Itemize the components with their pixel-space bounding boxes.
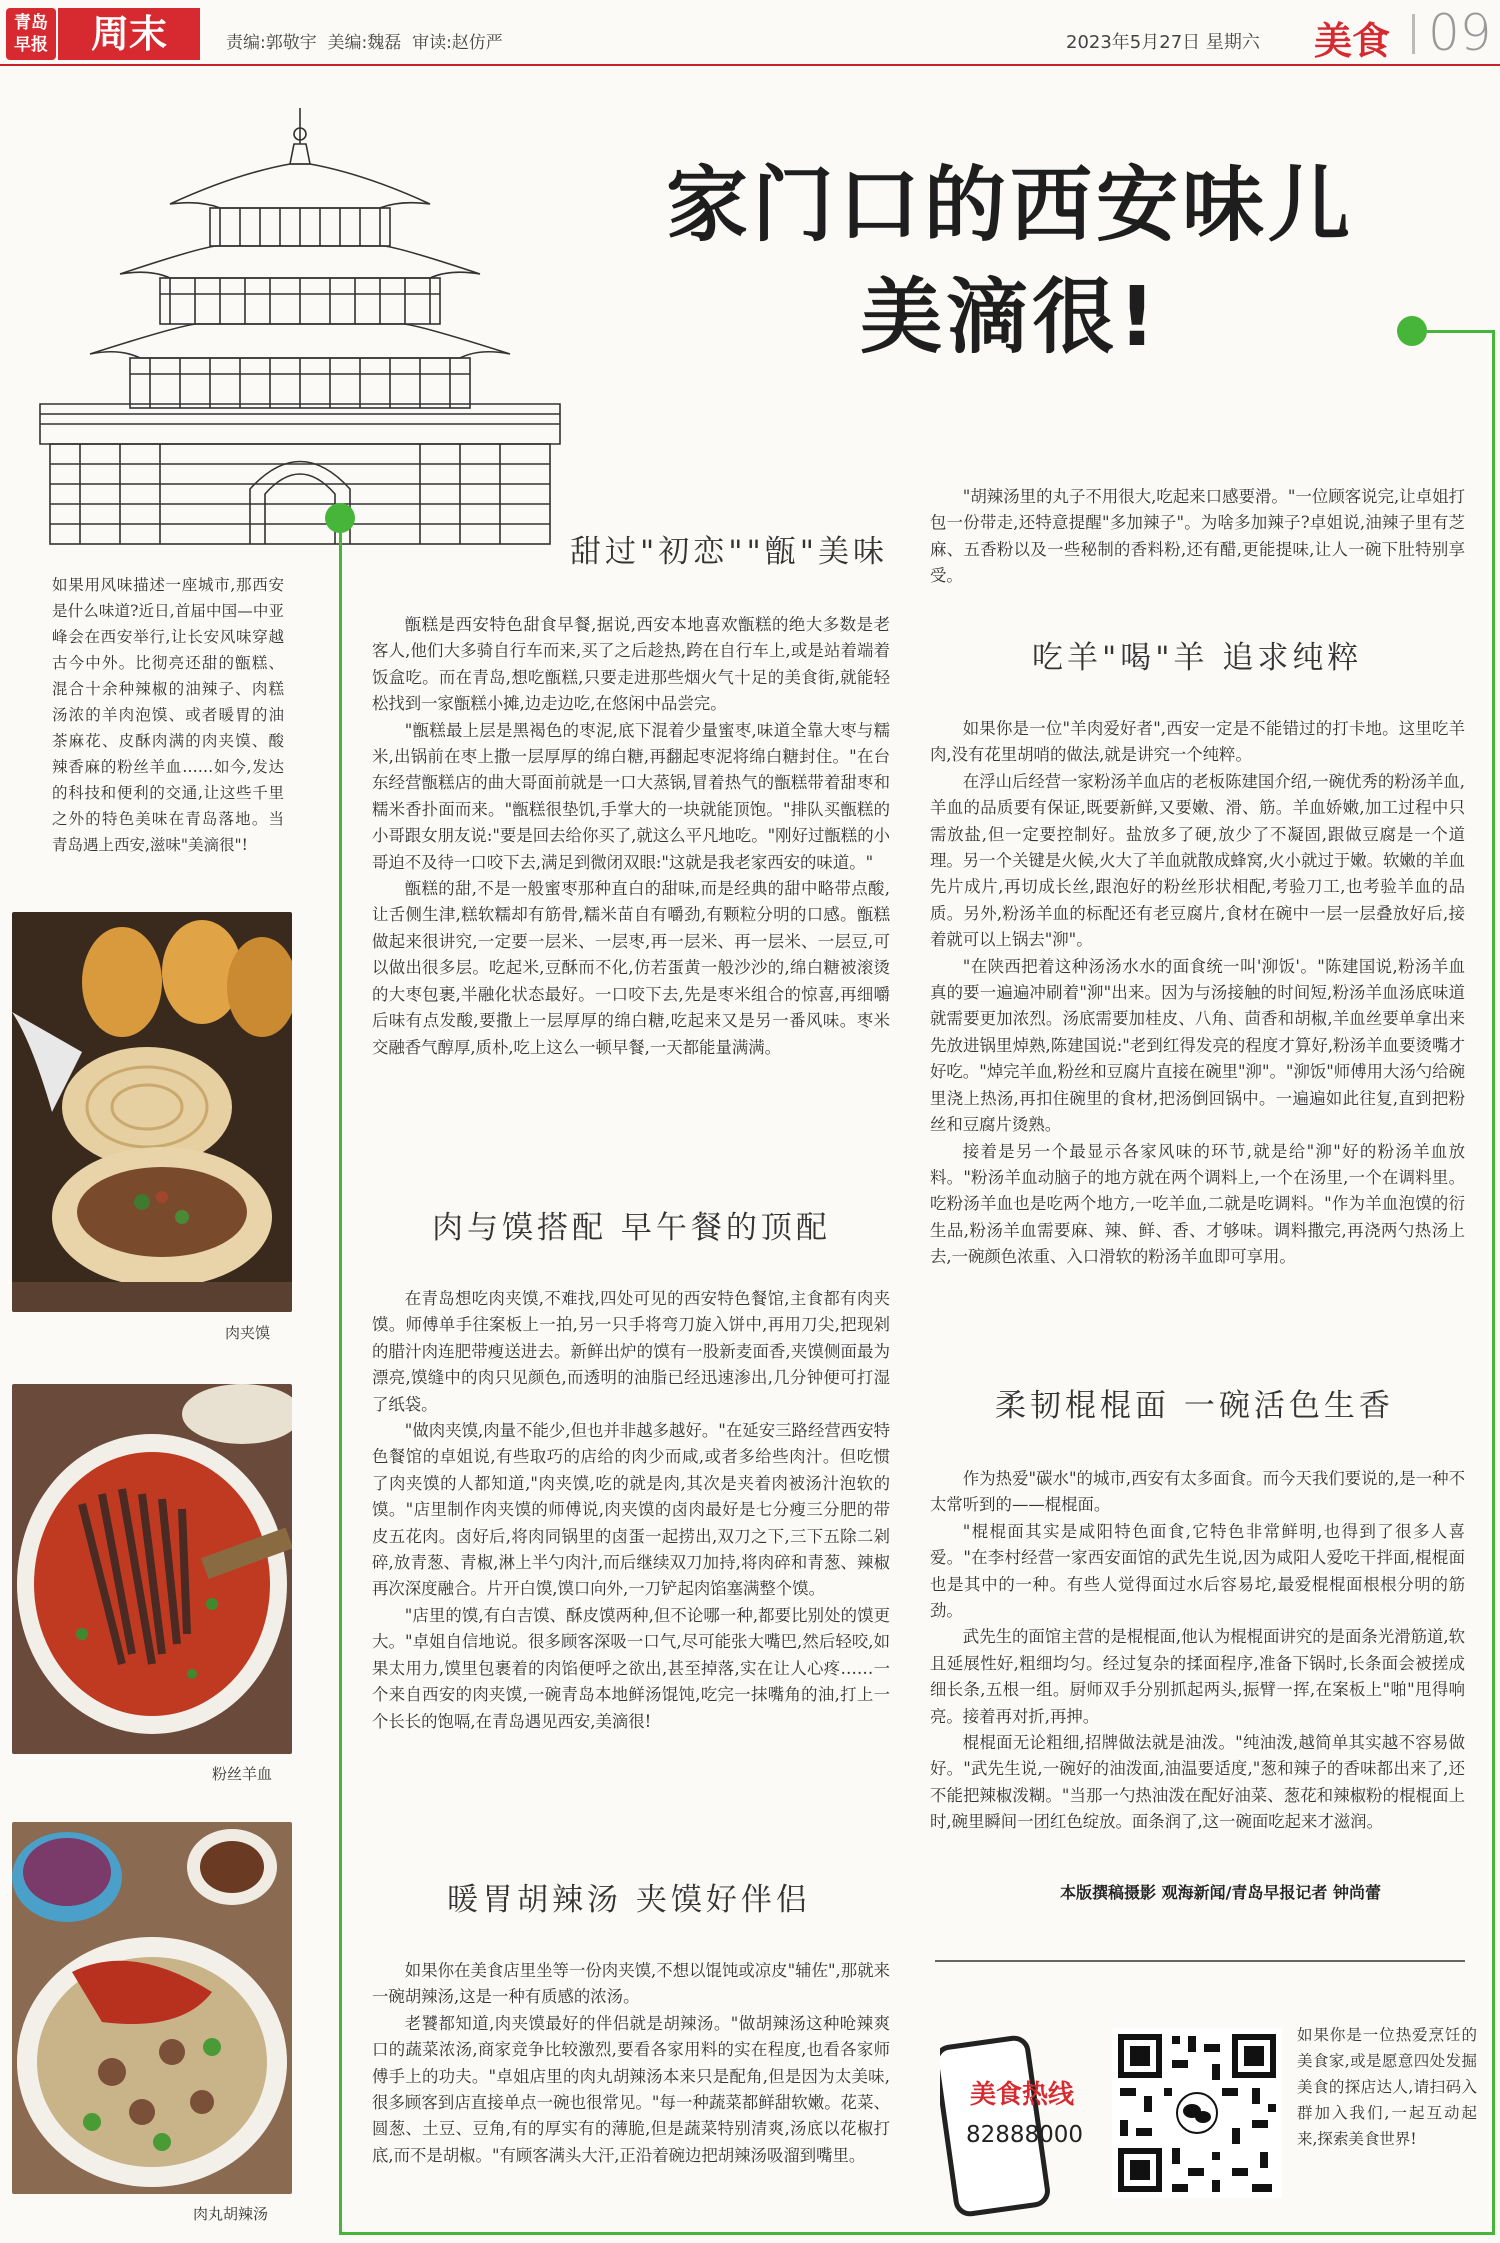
caption-roujiamo: 肉夹馍: [225, 1324, 271, 1342]
section-title-yangxue: 吃羊"喝"羊 追求纯粹: [1032, 640, 1363, 676]
green-line-bottom: [339, 2232, 1495, 2235]
paragraph: 如果你是一位"羊肉爱好者",西安一定是不能错过的打卡地。这里吃羊肉,没有花里胡哨的做法,就是讲究一个纯粹。: [930, 719, 1465, 765]
roujiamo-image: [12, 912, 292, 1312]
hotline-label: 美食热线: [970, 2080, 1075, 2110]
qr-code-graphic: [1112, 2028, 1282, 2198]
paragraph: "店里的馍,有白吉馍、酥皮馍两种,但不论哪一种,都要比别处的馍更大。"卓姐自信地说。很多顾客深吸一口气,尽可能张大嘴巴,然后轻咬,如果太用力,馍里包裹着的肉馅便呼之欲出,甚至掉落,实在让人心疼……一个来自西安的肉夹馍,一碗青岛本地鲜汤馄饨,吃完一抹嘴角的油,打上一个长长的饱嗝,在青岛遇见西安,美滴很!: [372, 1605, 890, 1731]
paragraph: "胡辣汤里的丸子不用很大,吃起来口感要滑。"一位顾客说完,让卓姐打包一份带走,还特意提醒"多加辣子"。为啥多加辣子?卓姐说,油辣子里有芝麻、五香粉以及一些秘制的香料粉,还有醋,更能提味,让人一碗下肚特别享受。: [930, 487, 1465, 586]
weekend-section-label: 周末: [58, 8, 200, 60]
green-line-left: [339, 533, 342, 2235]
paragraph: "做肉夹馍,肉量不能少,但也并非越多越好。"在延安三路经营西安特色餐馆的卓姐说,有些取巧的店给的肉少而咸,或者多给些肉汁。但吃惯了肉夹馍的人都知道,"肉夹馍,吃的就是肉,其次是夹着肉被汤汁泡软的馍。"店里制作肉夹馍的师傅说,肉夹馍的卤肉最好是七分瘦三分肥的带皮五花肉。卤好后,将肉同锅里的卤蛋一起捞出,双刀之下,三下五除二剁碎,放青葱、青椒,淋上半勺肉汁,而后继续双刀加持,将肉碎和青葱、辣椒再次深度融合。片开白馍,馍口向外,一刀铲起肉馅塞满整个馍。: [372, 1421, 890, 1599]
editor-credits: 责编:郭敬宇 美编:魏磊 审读:赵仿严: [226, 33, 503, 53]
article-column-middle-1: [372, 612, 890, 1061]
photo-roujiamo: [12, 912, 292, 1312]
photo-hulatang: [12, 1822, 292, 2194]
green-line-top: [1427, 330, 1495, 333]
caption-hulatang: 肉丸胡辣汤: [193, 2205, 269, 2223]
paragraph: "在陕西把着这种汤汤水水的面食统一叫'泖饭'。"陈建国说,粉汤羊血真的要一遍遍冲刷着"泖"出来。因为与汤接触的时间短,粉汤羊血汤底味道就需要更加浓烈。汤底需要加桂皮、八角、茴香和胡椒,羊血丝要单拿出来先放进锅里焯熟,陈建国说:"老到红得发亮的程度才算好,粉汤羊血要烫嘴才好吃。"焯完羊血,粉丝和豆腐片直接在碗里"泖"。"泖饭"师傅用大汤勺给碗里浇上热汤,再扣住碗里的食材,把汤倒回锅中。一遍遍如此往复,直到把粉丝和豆腐片烫熟。: [930, 956, 1465, 1135]
page-number: 09: [1428, 4, 1492, 62]
headline-line2: 美滴很!: [860, 270, 1160, 365]
paragraph: 甑糕是西安特色甜食早餐,据说,西安本地喜欢甑糕的绝大多数是老客人,他们大多骑自行车而来,买了之后趁热,跨在自行车上,或是站着端着饭盒吃。而在青岛,想吃甑糕,只要走进那些烟火气十足的美食街,就能轻松找到一家甑糕小摊,边走边吃,在悠闲中品尝完。: [372, 615, 890, 714]
caption-fensi-yangxue: 粉丝羊血: [212, 1765, 273, 1783]
bell-tower-sketch: [20, 104, 580, 554]
logo-line2: 早报: [14, 35, 48, 55]
paragraph: 作为热爱"碳水"的城市,西安有太多面食。而今天我们要说的,是一种不太常听到的——棍棍面。: [930, 1469, 1465, 1515]
intro-text: 如果用风味描述一座城市,那西安是什么味道?近日,首届中国—中亚峰会在西安举行,让长安风味穿越古今中外。比彻亮还甜的甑糕、混合十余种辣椒的油辣子、肉糕汤浓的羊肉泡馍、或者暖胃的油茶麻花、皮酥肉满的肉夹馍、酸辣香麻的粉丝羊血……如今,发达的科技和便利的交通,让这些千里之外的特色美味在青岛落地。当青岛遇上西安,滋味"美滴很"!: [52, 576, 284, 854]
masthead: [0, 0, 1500, 66]
article-column-right-3: [930, 1466, 1465, 1836]
section-title-zenggao: 甜过"初恋""甑"美味: [570, 534, 889, 570]
photo-credit: 本版撰稿摄影 观海新闻/青岛早报记者 钟尚蕾: [1060, 1883, 1381, 1902]
paragraph: 棍棍面无论粗细,招牌做法就是油泼。"纯油泼,越简单其实越不容易做好。"武先生说,一碗好的油泼面,油温要适度,"葱和辣子的香味都出来了,还不能把辣椒泼糊。"当那一勺热油泼在配好油菜、葱花和辣椒粉的棍棍面上时,碗里瞬间一团红色绽放。面条润了,这一碗面吃起来才滋润。: [930, 1733, 1465, 1832]
food-hotline: [940, 2030, 1084, 2220]
hotline-number: 82888000: [966, 2122, 1084, 2148]
paragraph: 接着是另一个最显示各家风味的环节,就是给"泖"好的粉汤羊血放料。"粉汤羊血动脑子的地方就在两个调料上,一个在汤里,一个在调料里。吃粉汤羊血也是吃两个地方,一吃羊血,二就是吃调料。"作为羊血泡馍的衍生品,粉汤羊血需要麻、辣、鲜、香、才够味。调料撒完,再浇两勺热汤上去,一碗颜色浓重、入口滑软的粉汤羊血即可享用。: [930, 1141, 1465, 1267]
section-title-roujiamo: 肉与馍搭配 早午餐的顶配: [432, 1210, 831, 1246]
newspaper-logo: [6, 8, 56, 60]
divider: [1412, 14, 1415, 54]
section-name: 美食: [1314, 19, 1391, 63]
issue-date: 2023年5月27日 星期六: [1066, 32, 1260, 53]
article-column-right-1: [930, 484, 1465, 590]
paragraph: "棍棍面其实是咸阳特色面食,它特色非常鲜明,也得到了很多人喜爱。"在李村经营一家西安面馆的武先生说,因为咸阳人爱吃干拌面,棍棍面也是其中的一种。有些人觉得面过水后容易坨,最爱棍棍面根根分明的筋劲。: [930, 1521, 1465, 1621]
article-column-middle-3: [372, 1958, 890, 2169]
hulatang-image: [12, 1822, 292, 2194]
paragraph: 在青岛想吃肉夹馍,不难找,四处可见的西安特色餐馆,主食都有肉夹馍。师傅单手往案板上一拍,另一只手将弯刀旋入饼中,再用刀尖,把现剁的腊汁肉连肥带瘦送进去。新鲜出炉的馍有一股新麦面香,夹馍侧面最为漂亮,馍缝中的肉只见颜色,而透明的油脂已经迅速渗出,几分钟便可打湿了纸袋。: [372, 1289, 890, 1414]
paragraph: 如果你在美食店里坐等一份肉夹馍,不想以馄饨或凉皮"辅佐",那就来一碗胡辣汤,这是一种有质感的浓汤。: [372, 1961, 890, 2007]
paragraph: 甑糕的甜,不是一般蜜枣那种直白的甜味,而是经典的甜中略带点酸,让舌侧生津,糕软糯却有筋骨,糯米苗自有嚼劲,有颗粒分明的口感。甑糕做起来很讲究,一定要一层米、一层枣,再一层米、再一层米、一层豆,可以做出很多层。吃起米,豆酥而不化,仿若蛋黄一般沙沙的,绵白糖被滚烫的大枣包裹,半融化状态最好。一口咬下去,先是枣米组合的惊喜,再细嚼后味有点发酸,要撒上一层厚厚的绵白糖,吃起来又是另一番风味。枣米交融香气醇厚,质朴,吃上这么一顿早餐,一天都能量满满。: [372, 879, 890, 1057]
photo-fensi-yangxue: [12, 1384, 292, 1754]
article-column-middle-2: [372, 1286, 890, 1735]
section-title-hulatang: 暖胃胡辣汤 夹馍好伴侣: [447, 1882, 811, 1918]
article-column-right-2: [930, 716, 1465, 1271]
qr-invitation-text: 如果你是一位热爱烹饪的美食家,或是愿意四处发掘美食的探店达人,请扫码入群加入我们,一起互动起来,探索美食世界!: [1297, 2026, 1477, 2148]
section-title-gungunmian: 柔韧棍棍面 一碗活色生香: [995, 1388, 1394, 1424]
paragraph: 在浮山后经营一家粉汤羊血店的老板陈建国介绍,一碗优秀的粉汤羊血,羊血的品质要有保证,既要新鲜,又要嫩、滑、筋。羊血娇嫩,加工过程中只需放盐,但一定要控制好。盐放多了硬,放少了不凝固,跟做豆腐是一个道理。另一个关键是火候,火大了羊血就散成蜂窝,火小就过于嫩。软嫩的羊血先片成片,再切成长丝,跟泡好的粉丝形状相配,考验刀工,也考验羊血的品质。另外,粉汤羊血的标配还有老豆腐片,食材在碗中一层一层叠放好后,接着就可以上锅去"泖"。: [930, 771, 1465, 950]
footer-divider: [935, 1960, 1465, 1962]
logo-line1: 青岛: [14, 13, 48, 33]
paragraph: 老饕都知道,肉夹馍最好的伴侣就是胡辣汤。"做胡辣汤这种呛辣爽口的蔬菜浓汤,商家竞争比较激烈,要看各家用料的实在程度,也看各家师傅手上的功夫。"卓姐店里的肉丸胡辣汤本来只是配角,但是因为太美味,很多顾客到店直接单点一碗也很常见。"每一种蔬菜都鲜甜软嫩。花菜、圆葱、土豆、豆角,有的厚实有的薄脆,但是蔬菜特别清爽,汤底以花椒打底,而不是胡椒。"有顾客满头大汗,正沿着碗边把胡辣汤吸溜到嘴里。: [372, 2013, 890, 2165]
fensi-yangxue-image: [12, 1384, 292, 1754]
green-line-right: [1492, 330, 1495, 2235]
headline-line1: 家门口的西安味儿: [665, 158, 1354, 253]
green-dot-left: [325, 503, 355, 533]
paragraph: 武先生的面馆主营的是棍棍面,他认为棍棍面讲究的是面条光滑筋道,软且延展性好,粗细均匀。经过复杂的揉面程序,准备下锅时,长条面会被搓成细长条,五根一组。厨师双手分别抓起两头,振臂一挥,在案板上"啪"甩得响亮。接着再对折,再抻。: [930, 1627, 1465, 1726]
qr-code[interactable]: [1112, 2028, 1282, 2198]
green-dot-right: [1397, 316, 1427, 346]
paragraph: "甑糕最上层是黑褐色的枣泥,底下混着少量蜜枣,味道全靠大枣与糯米,出锅前在枣上撒一层厚厚的绵白糖,再翻起枣泥将绵白糖封住。"在台东经营甑糕店的曲大哥面前就是一口大蒸锅,冒着热气的甑糕带着甜枣和糯米香扑面而来。"甑糕很垫饥,手掌大的一块就能顶饱。"排队买甑糕的小哥跟女朋友说:"要是回去给你买了,就这么平凡地吃。"刚好过甑糕的小哥迫不及待一口咬下去,满足到微闭双眼:"这就是我老家西安的味道。": [372, 720, 890, 872]
headline: [610, 150, 1410, 374]
